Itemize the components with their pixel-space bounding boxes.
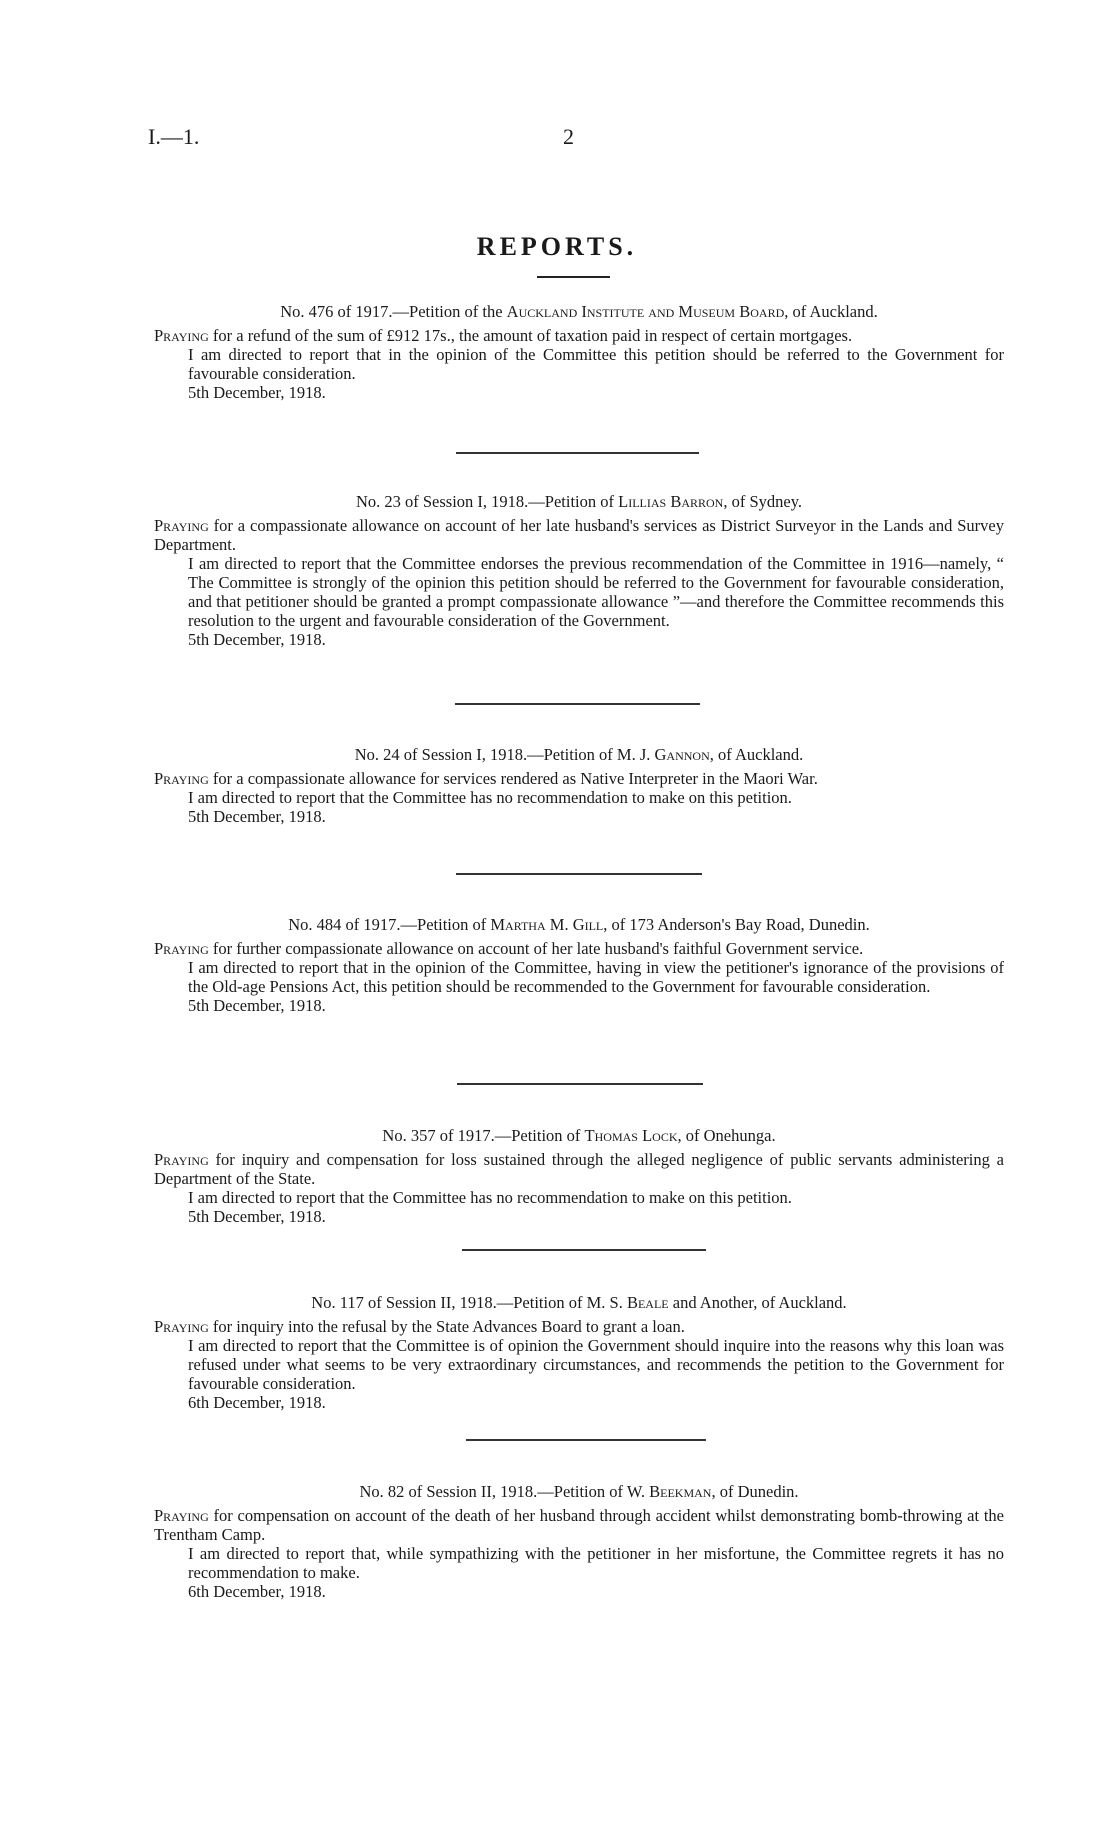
page-identifier: I.—1. — [148, 124, 200, 149]
report-text: I am directed to report that the Committee is of opinion the Government should inquire into the reasons why this loan was refused under what seems to be very extraordinary circumstances, and recommends the petition to the Government for favourable consideration. — [188, 1336, 1004, 1393]
praying-text: for compensation on account of the death of her husband through accident whilst demonstrating bomb-throwing at the Trentham Camp. — [154, 1506, 1004, 1544]
entry-heading — [154, 1126, 1004, 1145]
praying-paragraph — [154, 769, 1004, 788]
report-date: 5th December, 1918. — [188, 1207, 326, 1226]
praying-text: for inquiry and compensation for loss sustained through the alleged negligence of public servants administering a Department of the State. — [154, 1150, 1004, 1188]
petitioner-name: Beekman — [649, 1482, 712, 1501]
praying-text: for further compassionate allowance on account of her late husband's faithful Government service. — [208, 939, 864, 958]
heading-prefix: No. 82 of Session II, 1918.—Petition of W. — [359, 1482, 645, 1501]
separator-rule — [456, 873, 702, 875]
petitioner-name: Thomas Lock — [584, 1126, 678, 1145]
praying-word: Praying — [154, 516, 209, 535]
petitioner-name: Lillias Barron — [618, 492, 724, 511]
entry-heading — [154, 915, 1004, 934]
entry-heading — [154, 1482, 1004, 1501]
heading-prefix: No. 117 of Session II, 1918.—Petition of M. S. — [311, 1293, 623, 1312]
petitioner-name: Auckland Institute and Museum Board — [506, 302, 785, 321]
report-entry — [154, 302, 1004, 402]
page-number: 2 — [563, 124, 574, 149]
petitioner-name: Gannon — [654, 745, 710, 764]
separator-rule — [462, 1249, 706, 1251]
heading-prefix: No. 357 of 1917.—Petition of — [382, 1126, 581, 1145]
report-date: 5th December, 1918. — [188, 630, 326, 649]
heading-prefix: No. 484 of 1917.—Petition of — [288, 915, 487, 934]
report-entry — [154, 1293, 1004, 1412]
report-date: 5th December, 1918. — [188, 807, 326, 826]
praying-paragraph — [154, 939, 1004, 958]
heading-prefix: No. 24 of Session I, 1918.—Petition of M. J. — [354, 745, 651, 764]
praying-word: Praying — [154, 769, 209, 788]
heading-prefix: No. 476 of 1917.—Petition of the — [280, 302, 503, 321]
report-entry — [154, 1126, 1004, 1226]
heading-suffix: , of Onehunga. — [677, 1126, 776, 1145]
report-date: 6th December, 1918. — [188, 1582, 326, 1601]
entry-heading — [154, 1293, 1004, 1312]
entry-heading — [154, 492, 1004, 511]
report-date: 5th December, 1918. — [188, 383, 326, 402]
praying-word: Praying — [154, 1506, 209, 1525]
report-entry — [154, 1482, 1004, 1601]
report-entry — [154, 492, 1004, 649]
praying-paragraph — [154, 1150, 1004, 1188]
heading-suffix: , of Dunedin. — [711, 1482, 799, 1501]
separator-rule — [455, 703, 700, 705]
heading-suffix: , of Auckland. — [784, 302, 878, 321]
report-text: I am directed to report that, while sympathizing with the petitioner in her misfortune, the Committee regrets it has no recommendation to make. — [188, 1544, 1004, 1582]
report-date: 5th December, 1918. — [188, 996, 326, 1015]
report-text: I am directed to report that in the opinion of the Committee this petition should be referred to the Government for favourable consideration. — [188, 345, 1004, 383]
heading-suffix: , of Sydney. — [723, 492, 803, 511]
praying-paragraph — [154, 516, 1004, 554]
heading-suffix: , of Auckland. — [709, 745, 804, 764]
separator-rule — [456, 452, 699, 454]
section-title: REPORTS. — [476, 232, 638, 261]
praying-text: for inquiry into the refusal by the State Advances Board to grant a loan. — [208, 1317, 685, 1336]
praying-paragraph — [154, 1506, 1004, 1544]
report-text: I am directed to report that the Committee has no recommendation to make on this petition. — [188, 1188, 792, 1207]
praying-paragraph — [154, 1317, 1004, 1336]
praying-word: Praying — [154, 939, 209, 958]
heading-prefix: No. 23 of Session I, 1918.—Petition of — [355, 492, 614, 511]
separator-rule — [466, 1439, 706, 1441]
heading-suffix: , of 173 Anderson's Bay Road, Dunedin. — [603, 915, 870, 934]
separator-rule — [457, 1083, 703, 1085]
report-date: 6th December, 1918. — [188, 1393, 326, 1412]
praying-word: Praying — [154, 1150, 209, 1169]
praying-text: for a compassionate allowance for services rendered as Native Interpreter in the Maori War. — [208, 769, 818, 788]
praying-paragraph — [154, 326, 1004, 345]
entry-heading — [154, 745, 1004, 764]
entry-heading — [154, 302, 1004, 321]
report-entry — [154, 745, 1004, 826]
petitioner-name: Martha M. Gill — [490, 915, 604, 934]
report-text: I am directed to report that the Committee has no recommendation to make on this petition. — [188, 788, 792, 807]
praying-text: for a refund of the sum of £912 17s., the amount of taxation paid in respect of certain mortgages. — [208, 326, 853, 345]
praying-text: for a compassionate allowance on account of her late husband's services as District Surveyor in the Lands and Survey Department. — [154, 516, 1004, 554]
petitioner-name: Beale — [626, 1293, 669, 1312]
praying-word: Praying — [154, 326, 209, 345]
report-text: I am directed to report that in the opinion of the Committee, having in view the petitioner's ignorance of the provisions of the Old-age Pensions Act, this petition should be recommended to the Government for favourable consideration. — [188, 958, 1004, 996]
heading-suffix: and Another, of Auckland. — [668, 1293, 847, 1312]
title-underline — [537, 276, 610, 278]
praying-word: Praying — [154, 1317, 209, 1336]
report-entry — [154, 915, 1004, 1015]
report-text: I am directed to report that the Committee endorses the previous recommendation of the Committee in 1916—namely, “ The Committee is strongly of the opinion this petition should be referred to the Government for favourable consideration, and that petitioner should be granted a prompt compassionate allowance ”—and therefore the Committee recommends this resolution to the urgent and favourable consideration of the Government. — [188, 554, 1004, 630]
